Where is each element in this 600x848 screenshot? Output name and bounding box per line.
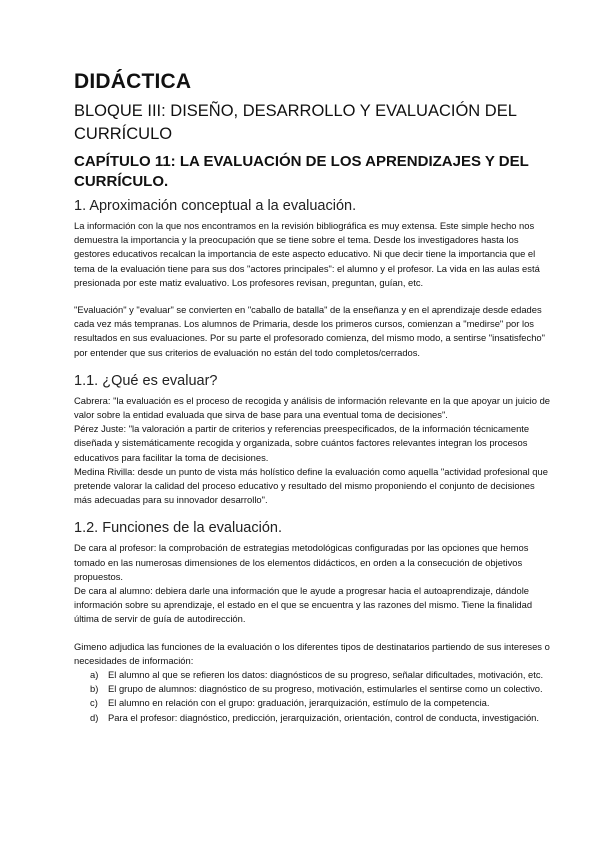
chapter-title: CAPÍTULO 11: LA EVALUACIÓN DE LOS APRENDIZAJES Y DEL CURRÍCULO. — [74, 153, 529, 190]
list-item-text: Para el profesor: diagnóstico, predicción, jerarquización, orientación, control de conducta, investigación. — [108, 711, 539, 723]
section-1-1-paragraph-1: Cabrera: "la evaluación es el proceso de recogida y análisis de información relevante en la que apoyar un juicio de valor sobre la entidad evaluada que sirva de base para una eventual toma de decisiones". — [74, 394, 551, 421]
list-item — [90, 711, 554, 725]
section-1-2-heading: 1.2. Funciones de la evaluación. — [74, 520, 282, 537]
list-item — [90, 668, 554, 682]
section-1-1-paragraph-3: Medina Rivilla: desde un punto de vista más holístico define la evaluación como aquella "actividad profesional que pretende valorar la calidad del proceso educativo y resultado del mismo proponiendo el conjunto de decisiones más adecuadas para su innovador desarrollo". — [74, 465, 548, 506]
section-1-heading: 1. Aproximación conceptual a la evaluación. — [74, 198, 357, 214]
section-1-2-paragraph-2: De cara al alumno: debiera darle una información que le ayude a progresar hacia el autoaprendizaje, dándole información sobre su aprendizaje, el estado en el que se encuentra y las razones del mismo. Tiene la finalidad última de servir de guía de autodirección. — [74, 585, 533, 625]
list-item — [90, 682, 554, 696]
list-marker: a) — [90, 669, 99, 681]
section-1-2-paragraph-3: Gimeno adjudica las funciones de la evaluación o los diferentes tipos de destinatarios partiendo de sus intereses o necesidades de información: — [74, 640, 550, 666]
list-marker: c) — [90, 697, 98, 709]
list-item-text: El grupo de alumnos: diagnóstico de su progreso, motivación, estimularles el sentirse como un colectivo. — [108, 683, 543, 695]
section-1-1-heading: 1.1. ¿Qué es evaluar? — [74, 372, 218, 389]
section-1-1-paragraph-2: Pérez Juste: "la valoración a partir de criterios y referencias preespecificados, de la información técnicamente diseñada y sistemáticamente recogida y organizada, sobre cuántos factores relevantes integran los procesos educativos para facilitar la toma de decisiones. — [74, 423, 530, 463]
list-item — [90, 696, 554, 710]
list-item-text: El alumno en relación con el grupo: graduación, jerarquización, estímulo de la competencia. — [108, 697, 490, 709]
section-1-paragraph-1: La información con la que nos encontramos en la revisión bibliográfica es muy extensa. Este simple hecho nos demuestra la importancia y la preocupación que se tiene sobre el tema. Desde los investigadores hasta los gestores educativos recalcan la importancia de este aspecto educativo. Ni que decir tiene la importancia que el tema de la evaluación tiene para sus dos "actores principales": el alumno y el profesor. La vida en las aulas está presionada por este matiz evaluativo. Los profesores revisan, preguntan, guían, etc. — [74, 220, 540, 288]
block-title: BLOQUE III: DISEÑO, DESARROLLO Y EVALUACIÓN DEL CURRÍCULO — [74, 102, 517, 143]
section-1-2-paragraph-1: De cara al profesor: la comprobación de estrategias metodológicas configuradas por las opciones que hemos tomado en las numerosas dimensiones de los elementos didácticos, en orden a la consecución de objetivos propuestos. — [74, 542, 529, 582]
list-marker: b) — [90, 683, 99, 695]
list-item-text: El alumno al que se refieren los datos: diagnósticos de su progreso, señalar dificultades, motivación, etc. — [108, 669, 544, 681]
list-marker: d) — [90, 711, 99, 723]
document-title: DIDÁCTICA — [74, 70, 192, 93]
section-1-paragraph-2: "Evaluación" y "evaluar" se convierten en "caballo de batalla" de la enseñanza y en el aprendizaje desde edades cada vez más tempranas. Los alumnos de Primaria, desde los primeros cursos, comienzan a "medirse" por los resultados en sus evaluaciones. Por su parte el profesorado comienza, del mismo modo, a sentirse "insatisfecho" por entender que sus criterios de evaluación no están del todo completos/cerrados. — [74, 304, 545, 358]
functions-list — [74, 668, 554, 725]
